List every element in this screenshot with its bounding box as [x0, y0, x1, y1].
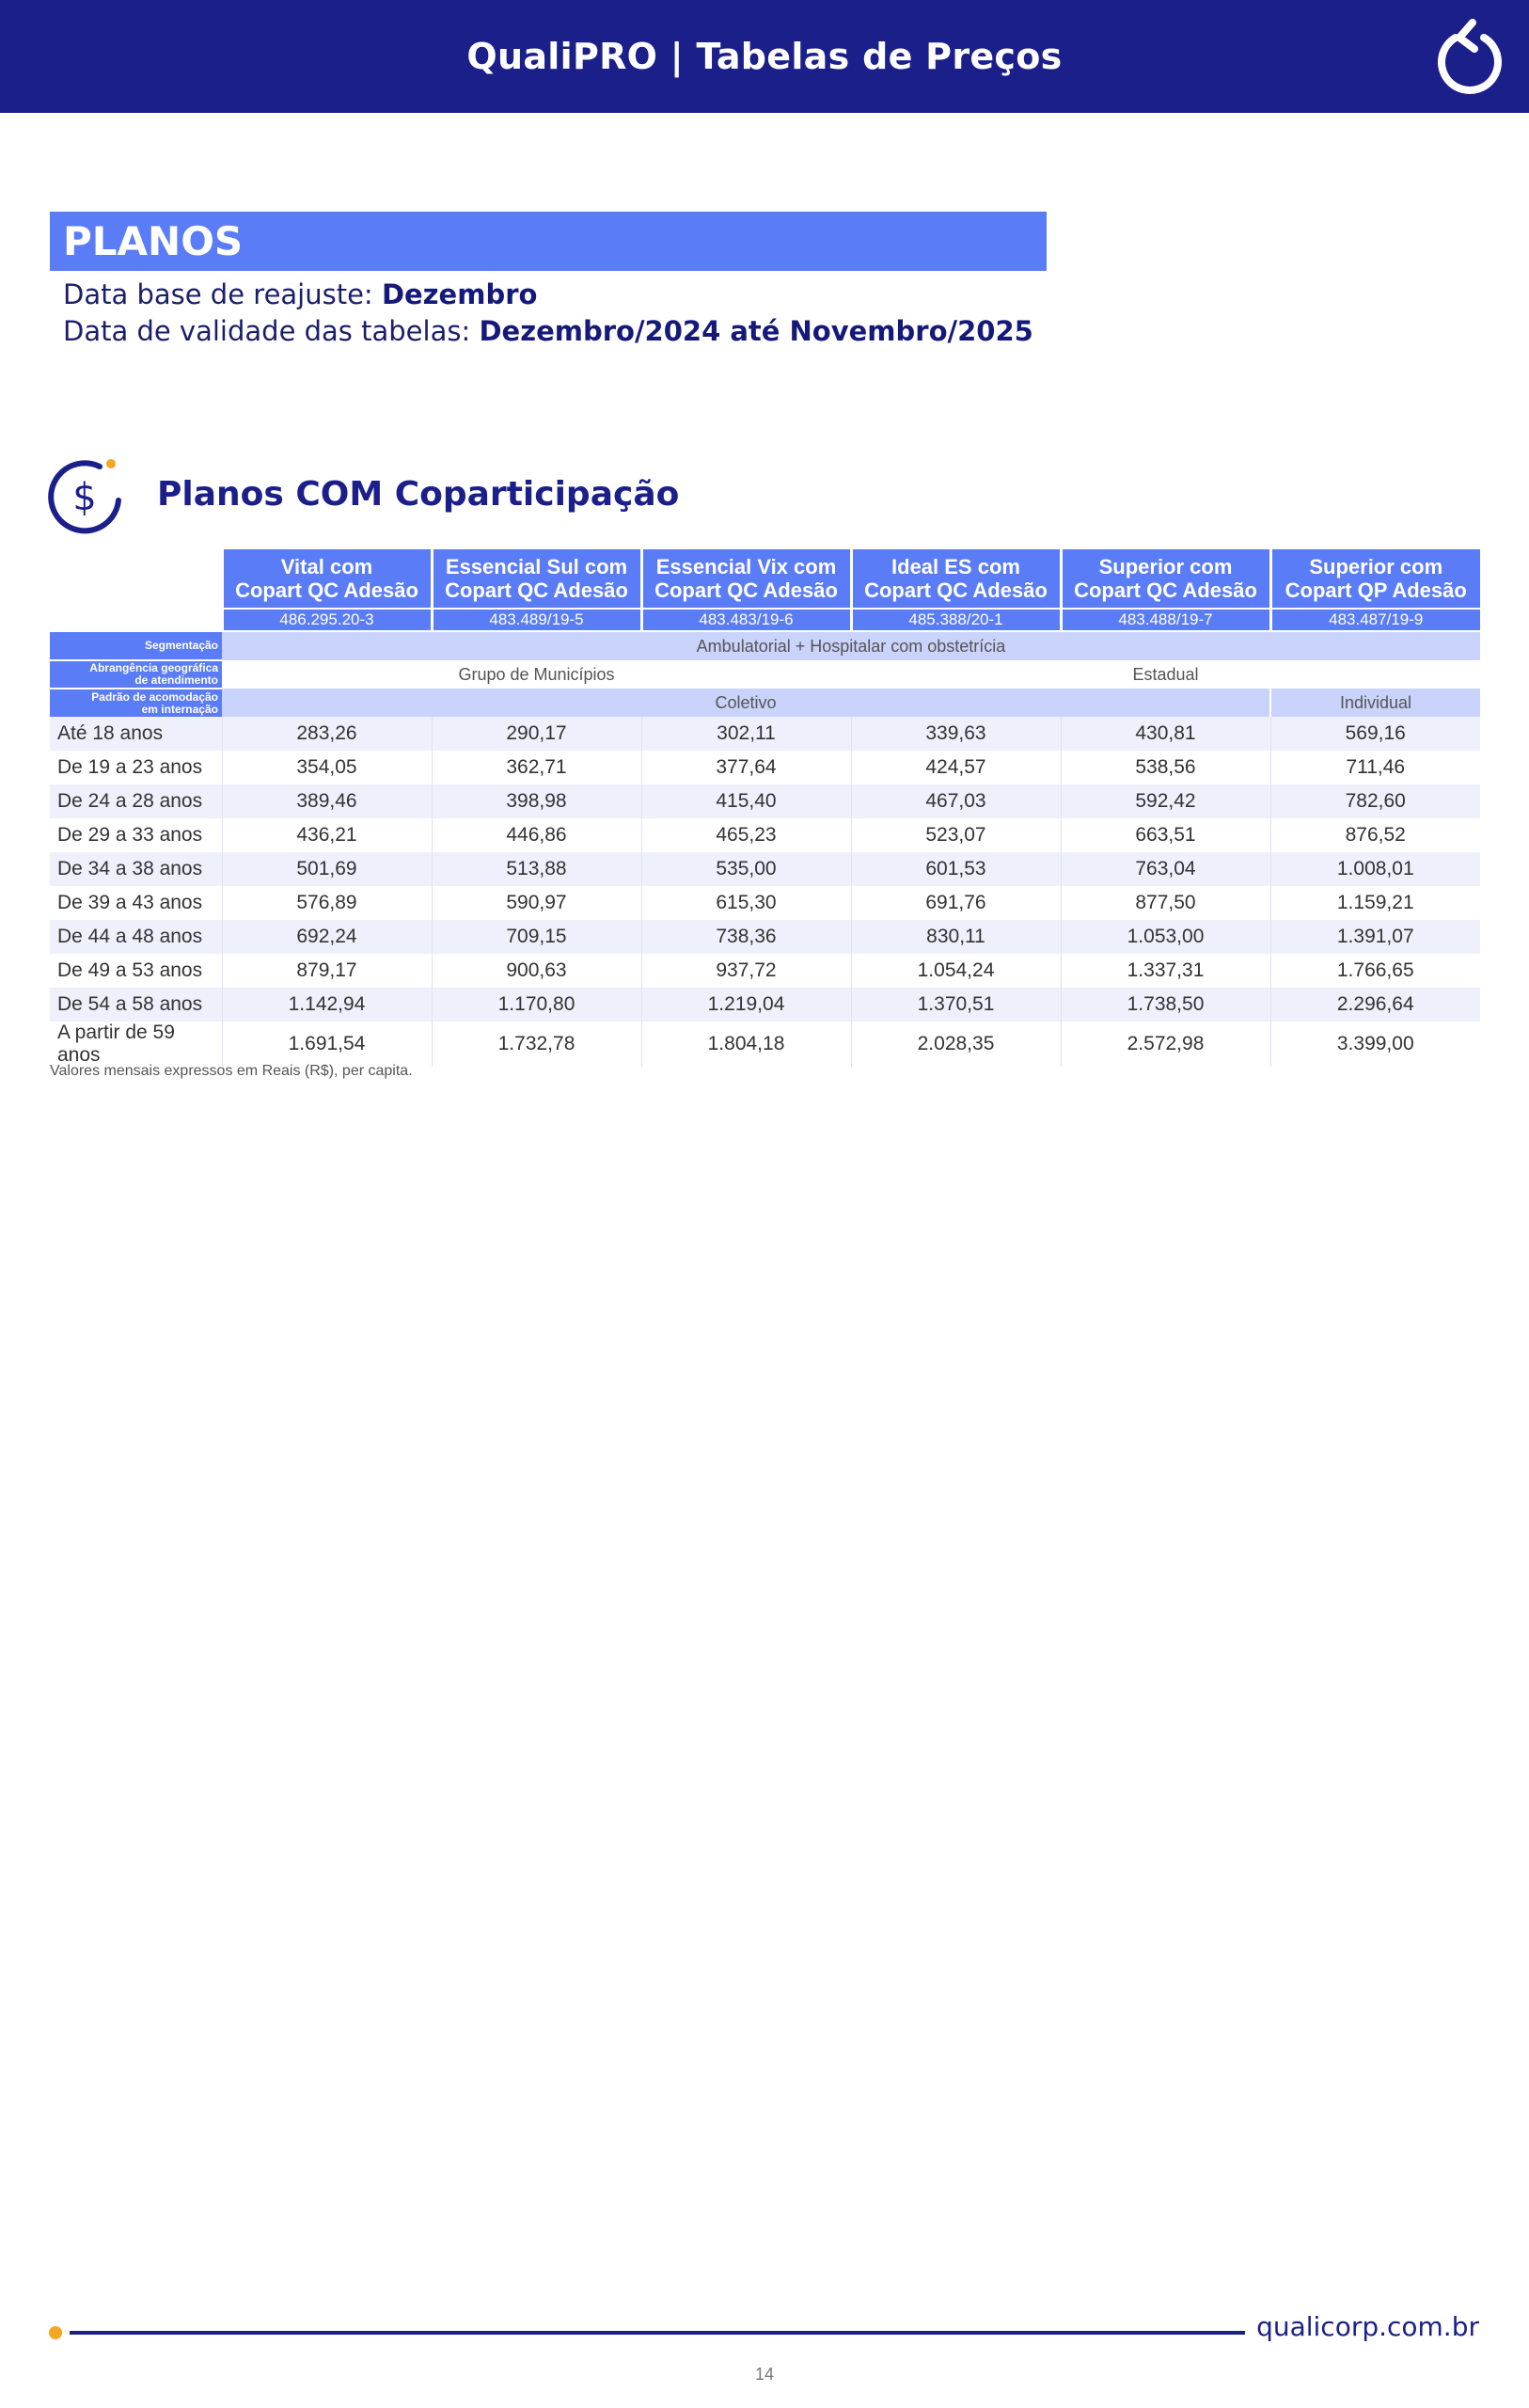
price-cell: 1.804,18: [641, 1022, 851, 1067]
price-cell: 3.399,00: [1270, 1022, 1480, 1067]
abrangencia-state: Estadual: [851, 660, 1480, 689]
page-number: 14: [754, 2365, 775, 2384]
age-range: De 34 a 38 anos: [50, 852, 222, 886]
footnote: Valores mensais expressos em Reais (R$), per capita.: [50, 1063, 413, 1079]
plan-code: 483.488/19-7: [1061, 609, 1270, 631]
price-cell: 1.008,01: [1270, 852, 1480, 886]
price-cell: 763,04: [1061, 852, 1270, 886]
validade-line: [63, 315, 1033, 347]
abrangencia-label: Abrangência geográfica de atendimento: [50, 660, 222, 689]
price-cell: 1.738,50: [1061, 988, 1270, 1022]
age-rows: [50, 717, 1480, 1067]
price-cell: 876,52: [1270, 818, 1480, 852]
reajuste-line: [63, 278, 537, 310]
table-row: [50, 1022, 1480, 1067]
price-cell: 398,98: [432, 784, 641, 818]
price-cell: 879,17: [222, 954, 432, 988]
table-row: [50, 988, 1480, 1022]
price-cell: 501,69: [222, 852, 432, 886]
reajuste-value: Dezembro: [381, 278, 538, 310]
price-cell: 1.732,78: [432, 1022, 641, 1067]
age-range: De 49 a 53 anos: [50, 954, 222, 988]
price-cell: 1.053,00: [1061, 920, 1270, 954]
age-range: De 39 a 43 anos: [50, 886, 222, 920]
price-cell: 691,76: [851, 886, 1061, 920]
validade-value: Dezembro/2024 até Novembro/2025: [479, 315, 1033, 347]
plan-header-essencial-sul: Essencial Sul com Copart QC Adesão: [432, 549, 641, 609]
price-cell: 436,21: [222, 818, 432, 852]
padrao-coletivo: Coletivo: [222, 689, 1270, 717]
plan-header-ideal-es: Ideal ES com Copart QC Adesão: [851, 549, 1061, 609]
plan-code: 483.489/19-5: [432, 609, 641, 631]
price-cell: 937,72: [641, 954, 851, 988]
price-cell: 592,42: [1061, 784, 1270, 818]
price-cell: 1.219,04: [641, 988, 851, 1022]
footer-dot: [49, 2326, 62, 2339]
table-row: [50, 818, 1480, 852]
footer-divider: [70, 2331, 1245, 2335]
price-cell: 1.142,94: [222, 988, 432, 1022]
price-cell: 523,07: [851, 818, 1061, 852]
abrangencia-row: [50, 660, 1480, 689]
empty-corner: [50, 609, 222, 631]
table-row: [50, 954, 1480, 988]
price-cell: 1.691,54: [222, 1022, 432, 1067]
table-row: [50, 920, 1480, 954]
table-row: [50, 852, 1480, 886]
price-cell: 2.296,64: [1270, 988, 1480, 1022]
page-header-title: QualiPRO | Tabelas de Preços: [466, 36, 1063, 77]
planos-title: PLANOS: [63, 218, 244, 264]
price-cell: 1.391,07: [1270, 920, 1480, 954]
price-cell: 538,56: [1061, 751, 1270, 784]
svg-text:$: $: [72, 476, 97, 519]
plan-code-row: [50, 609, 1480, 631]
price-cell: 569,16: [1270, 717, 1480, 751]
price-cell: 1.170,80: [432, 988, 641, 1022]
price-cell: 576,89: [222, 886, 432, 920]
price-cell: 711,46: [1270, 751, 1480, 784]
footer-url[interactable]: qualicorp.com.br: [1256, 2311, 1479, 2342]
price-cell: 877,50: [1061, 886, 1270, 920]
plan-code: 483.487/19-9: [1270, 609, 1480, 631]
price-cell: 900,63: [432, 954, 641, 988]
price-cell: 290,17: [432, 717, 641, 751]
price-cell: 2.572,98: [1061, 1022, 1270, 1067]
price-cell: 302,11: [641, 717, 851, 751]
validade-label: Data de validade das tabelas:: [63, 315, 471, 347]
price-cell: 535,00: [641, 852, 851, 886]
price-cell: 377,64: [641, 751, 851, 784]
dollar-coin-icon: [47, 455, 126, 534]
price-cell: 692,24: [222, 920, 432, 954]
plan-code: 483.483/19-6: [641, 609, 851, 631]
age-range: Até 18 anos: [50, 717, 222, 751]
planos-banner: [50, 212, 1047, 271]
price-cell: 1.159,21: [1270, 886, 1480, 920]
section-title: Planos COM Coparticipação: [157, 475, 680, 514]
age-range: De 29 a 33 anos: [50, 818, 222, 852]
price-cell: 615,30: [641, 886, 851, 920]
price-cell: 738,36: [641, 920, 851, 954]
plan-header-vital: Vital com Copart QC Adesão: [222, 549, 432, 609]
price-cell: 424,57: [851, 751, 1061, 784]
price-cell: 663,51: [1061, 818, 1270, 852]
padrao-row: [50, 689, 1480, 717]
price-cell: 590,97: [432, 886, 641, 920]
age-range: De 24 a 28 anos: [50, 784, 222, 818]
plan-header-essencial-vix: Essencial Vix com Copart QC Adesão: [641, 549, 851, 609]
plan-header-superior-qc: Superior com Copart QC Adesão: [1061, 549, 1270, 609]
age-range: De 44 a 48 anos: [50, 920, 222, 954]
refresh-back-icon[interactable]: [1431, 17, 1508, 94]
table-row: [50, 784, 1480, 818]
table-row: [50, 717, 1480, 751]
price-cell: 467,03: [851, 784, 1061, 818]
price-cell: 1.370,51: [851, 988, 1061, 1022]
top-bar: [0, 0, 1529, 113]
price-cell: 830,11: [851, 920, 1061, 954]
segmentacao-label: Segmentação: [50, 631, 222, 660]
price-cell: 362,71: [432, 751, 641, 784]
price-cell: 2.028,35: [851, 1022, 1061, 1067]
price-cell: 283,26: [222, 717, 432, 751]
price-cell: 415,40: [641, 784, 851, 818]
plan-code: 486.295.20-3: [222, 609, 432, 631]
plan-name-row: [50, 549, 1480, 609]
price-cell: 389,46: [222, 784, 432, 818]
empty-corner: [50, 549, 222, 609]
price-table: [50, 549, 1480, 1067]
age-range: A partir de 59 anos: [50, 1022, 222, 1067]
price-cell: 513,88: [432, 852, 641, 886]
price-cell: 430,81: [1061, 717, 1270, 751]
price-cell: 1.337,31: [1061, 954, 1270, 988]
table-row: [50, 886, 1480, 920]
plan-code: 485.388/20-1: [851, 609, 1061, 631]
price-cell: 601,53: [851, 852, 1061, 886]
price-cell: 354,05: [222, 751, 432, 784]
price-cell: 446,86: [432, 818, 641, 852]
price-cell: 465,23: [641, 818, 851, 852]
price-cell: 709,15: [432, 920, 641, 954]
price-cell: 339,63: [851, 717, 1061, 751]
table-row: [50, 751, 1480, 784]
age-range: De 19 a 23 anos: [50, 751, 222, 784]
padrao-individual: Individual: [1270, 689, 1480, 717]
price-cell: 1.054,24: [851, 954, 1061, 988]
abrangencia-group: Grupo de Municípios: [222, 660, 851, 689]
price-cell: 782,60: [1270, 784, 1480, 818]
plan-header-superior-qp: Superior com Copart QP Adesão: [1270, 549, 1480, 609]
reajuste-label: Data base de reajuste:: [63, 278, 373, 310]
segmentacao-row: [50, 631, 1480, 660]
price-cell: 1.766,65: [1270, 954, 1480, 988]
age-range: De 54 a 58 anos: [50, 988, 222, 1022]
segmentacao-value: Ambulatorial + Hospitalar com obstetrícia: [222, 631, 1480, 660]
padrao-label: Padrão de acomodação em internação: [50, 689, 222, 717]
